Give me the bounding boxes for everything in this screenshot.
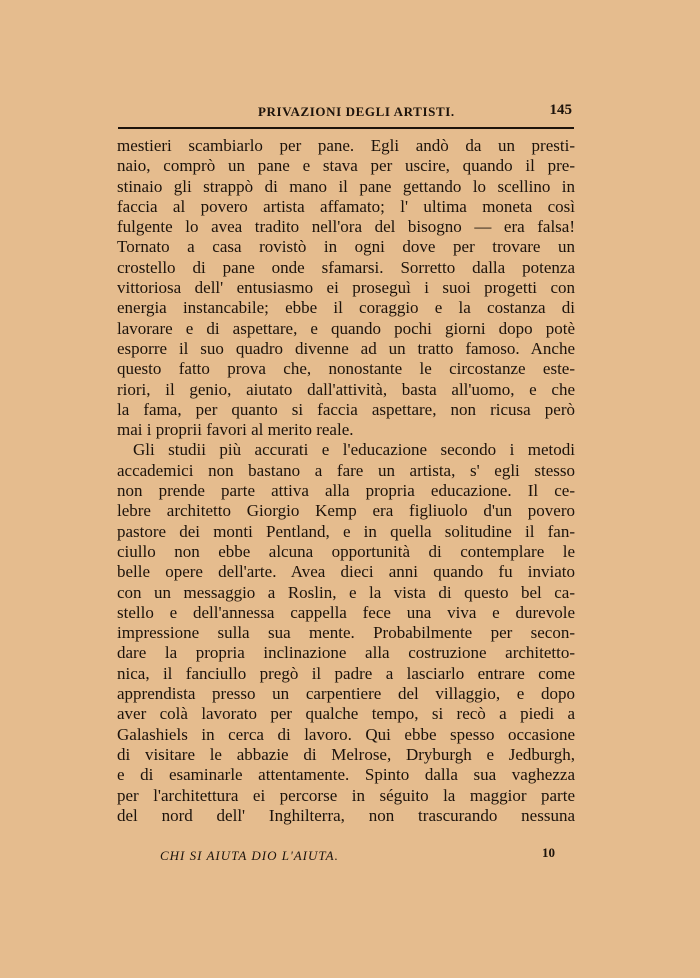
text-line: lavorare e di aspettare, e quando pochi giorni dopo potè xyxy=(117,318,575,338)
text-line: la fama, per quanto si faccia aspettare, non ricusa però xyxy=(117,399,575,419)
text-line: esporre il suo quadro divenne ad un tratto famoso. Anche xyxy=(117,338,575,358)
text-line: vittoriosa dell' entusiasmo ei proseguì i suoi progetti con xyxy=(117,278,575,298)
text-line: lebre architetto Giorgio Kemp era figliuolo d'un povero xyxy=(117,501,575,521)
paragraph-end-line: mai i proprii favori al merito reale. xyxy=(117,420,354,440)
text-line: crostello di pane onde sfamarsi. Sorretto dalla potenza xyxy=(117,257,575,277)
text-line: per l'architettura ei percorse in séguito la maggior parte xyxy=(117,785,575,805)
text-line: apprendista presso un carpentiere del villaggio, e dopo xyxy=(117,684,575,704)
page-header xyxy=(118,100,574,124)
text-line: e di esaminarle attentamente. Spinto dalla sua vaghezza xyxy=(117,765,575,785)
text-line: dare la propria inclinazione alla costruzione architetto- xyxy=(117,643,575,663)
text-line: Galashiels in cerca di lavoro. Qui ebbe spesso occasione xyxy=(117,724,575,744)
text-line: belle opere dell'arte. Avea dieci anni quando fu inviato xyxy=(117,562,575,582)
text-line: riori, il genio, aiutato dall'attività, basta all'uomo, e che xyxy=(117,379,575,399)
text-line: faccia al povero artista affamato; l' ultima moneta così xyxy=(117,196,575,216)
page-number: 145 xyxy=(549,102,572,118)
text-line: con un messaggio a Roslin, e la vista di questo bel ca- xyxy=(117,582,575,602)
body-text xyxy=(117,136,575,826)
text-line: Tornato a casa rovistò in ogni dove per trovare un xyxy=(117,237,575,257)
text-line: questo fatto prova che, nonostante le circostanze este- xyxy=(117,359,575,379)
running-title: PRIVAZIONI DEGLI ARTISTI. xyxy=(258,104,455,119)
header-rule xyxy=(118,127,574,129)
footer-catchline: CHI SI AIUTA DIO L'AIUTA. xyxy=(160,848,339,863)
text-line: fulgente lo avea tradito nell'ora del bisogno — era falsa! xyxy=(117,217,575,237)
text-line: ciullo non ebbe alcuna opportunità di contemplare le xyxy=(117,541,575,561)
text-line: di visitare le abbazie di Melrose, Dryburgh e Jedburgh, xyxy=(117,744,575,764)
text-line: non prende parte attiva alla propria educazione. Il ce- xyxy=(117,481,575,501)
text-line: mestieri scambiarlo per pane. Egli andò da un presti- xyxy=(117,136,575,155)
text-line: stello e dell'annessa cappella fece una viva e durevole xyxy=(117,602,575,622)
text-line: naio, comprò un pane e stava per uscire, quando il pre- xyxy=(117,156,575,176)
text-line: energia instancabile; ebbe il coraggio e la costanza di xyxy=(117,298,575,318)
text-line: nica, il fanciullo pregò il padre a lasciarlo entrare come xyxy=(117,663,575,683)
text-line: del nord dell' Inghilterra, non trascurando nessuna xyxy=(117,805,575,825)
text-line: aver colà lavorato per qualche tempo, si recò a piedi a xyxy=(117,704,575,724)
text-line: impressione sulla sua mente. Probabilmente per secon- xyxy=(117,623,575,643)
text-line: stinaio gli strappò di mano il pane gettando lo scellino in xyxy=(117,176,575,196)
text-line: pastore dei monti Pentland, e in quella solitudine il fan- xyxy=(117,521,575,541)
text-line: accademici non bastano a fare un artista, s' egli stesso xyxy=(117,460,575,480)
paragraph-start-line: Gli studii più accurati e l'educazione secondo i metodi xyxy=(133,440,575,460)
signature-mark: 10 xyxy=(542,845,555,860)
